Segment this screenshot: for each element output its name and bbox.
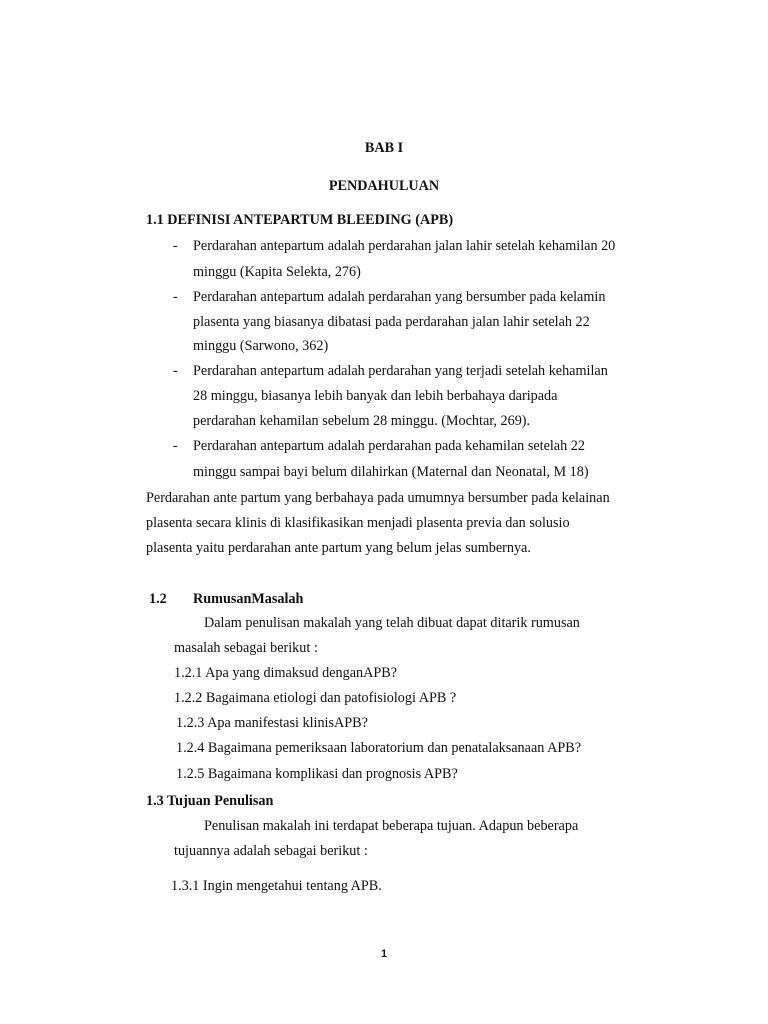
chapter-title: PENDAHULUAN <box>328 178 440 194</box>
intro-line: masalah sebagai berikut : <box>174 640 318 656</box>
bullet-text-line: minggu (Kapita Selekta, 276) <box>193 264 361 280</box>
list-item-1-2-4: 1.2.4 Bagaimana pemeriksaan laboratorium dan penatalaksanaan APB? <box>176 740 581 756</box>
bullet-text-line: Perdarahan antepartum adalah perdarahan yang bersumber pada kelamin <box>193 289 606 305</box>
intro-line: Penulisan makalah ini terdapat beberapa tujuan. Adapun beberapa <box>204 818 579 834</box>
paragraph-line: Perdarahan ante partum yang berbahaya pada umumnya bersumber pada kelainan <box>146 490 610 506</box>
bullet-dash: - <box>173 289 178 305</box>
section-title-1-2: RumusanMasalah <box>193 591 304 607</box>
list-item-1-2-5: 1.2.5 Bagaimana komplikasi dan prognosis APB? <box>176 766 458 782</box>
section-heading-1-1: 1.1 DEFINISI ANTEPARTUM BLEEDING (APB) <box>146 212 454 228</box>
bullet-text-line: Perdarahan antepartum adalah perdarahan yang terjadi setelah kehamilan <box>193 363 608 379</box>
bullet-text-line: perdarahan kehamilan sebelum 28 minggu. (Mochtar, 269). <box>193 413 531 429</box>
section-heading-1-3: 1.3 Tujuan Penulisan <box>146 793 274 809</box>
chapter-label: BAB I <box>364 140 404 156</box>
bullet-text-line: minggu sampai bayi belum dilahirkan (Maternal dan Neonatal, M 18) <box>193 464 589 480</box>
bullet-dash: - <box>173 363 178 379</box>
bullet-text-line: Perdarahan antepartum adalah perdarahan pada kehamilan setelah 22 <box>193 438 585 454</box>
page-number: 1 <box>380 948 388 960</box>
list-item-1-3-1: 1.3.1 Ingin mengetahui tentang APB. <box>171 878 382 894</box>
list-item-1-2-2: 1.2.2 Bagaimana etiologi dan patofisiologi APB ? <box>174 690 457 706</box>
bullet-text-line: minggu (Sarwono, 362) <box>193 338 329 354</box>
bullet-text-line: plasenta yang biasanya dibatasi pada perdarahan jalan lahir setelah 22 <box>193 314 590 330</box>
bullet-dash: - <box>173 238 178 254</box>
bullet-text-line: 28 minggu, biasanya lebih banyak dan lebih berbahaya daripada <box>193 388 558 404</box>
paragraph-line: plasenta secara klinis di klasifikasikan menjadi plasenta previa dan solusio <box>146 515 570 531</box>
bullet-text-line: Perdarahan antepartum adalah perdarahan jalan lahir setelah kehamilan 20 <box>193 238 616 254</box>
bullet-dash: - <box>173 438 178 454</box>
intro-line: tujuannya adalah sebagai berikut : <box>174 843 368 859</box>
list-item-1-2-3: 1.2.3 Apa manifestasi klinisAPB? <box>176 715 368 731</box>
section-number-1-2: 1.2 <box>149 591 167 607</box>
list-item-1-2-1: 1.2.1 Apa yang dimaksud denganAPB? <box>174 665 398 681</box>
paragraph-line: plasenta yaitu perdarahan ante partum yang belum jelas sumbernya. <box>146 540 531 556</box>
intro-line: Dalam penulisan makalah yang telah dibuat dapat ditarik rumusan <box>204 615 580 631</box>
